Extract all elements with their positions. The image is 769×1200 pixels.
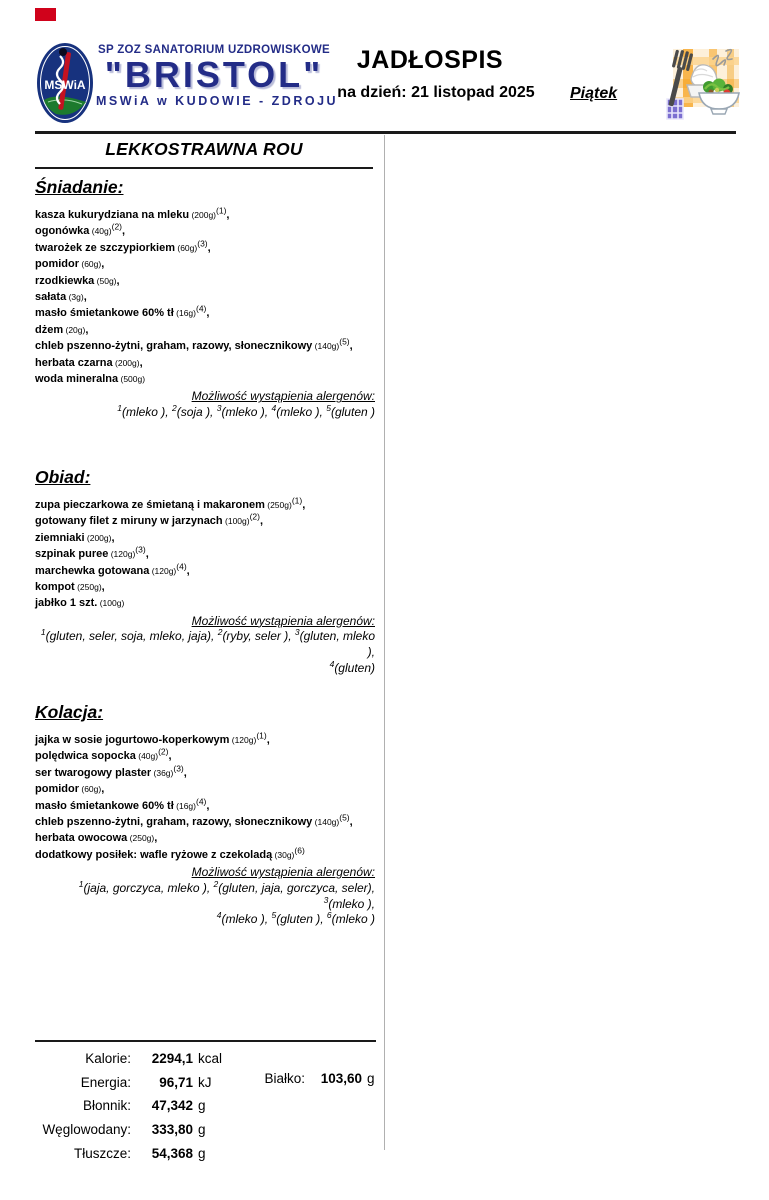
- menu-item-portion: (40g): [89, 226, 112, 237]
- menu-item-portion: (120g): [108, 549, 136, 560]
- allergen-ref-number: 4: [271, 402, 277, 413]
- nutrition-unit: g: [198, 1145, 206, 1161]
- menu-item-name: jabłko 1 szt.: [35, 597, 98, 610]
- menu-item: [35, 765, 375, 781]
- menu-item-separator: ,: [101, 258, 105, 271]
- allergen-text: (soja ),: [176, 404, 217, 419]
- allergen-line: [35, 878, 375, 913]
- allergen-ref-number: 3: [294, 627, 300, 638]
- meal-section-inner: [35, 467, 375, 677]
- menu-item-portion: (20g): [63, 324, 86, 335]
- menu-item: [35, 256, 375, 272]
- menu-item-separator: ,: [266, 734, 270, 746]
- menu-item-name: ziemniaki: [35, 531, 85, 544]
- menu-item-name: pomidor: [35, 783, 79, 796]
- allergen-text: (gluten, seler, soja, mleko, jaja),: [45, 629, 218, 644]
- allergen-text: (mleko ),: [328, 896, 375, 911]
- menu-item: [35, 240, 375, 256]
- menu-item-name: chleb pszenno-żytni, graham, razowy, słonecznikowy: [35, 816, 313, 829]
- nutrition-value: 2294,1: [151, 1051, 193, 1067]
- nutrition-label: Energia:: [80, 1074, 131, 1090]
- menu-item-allergen-ref: (5): [339, 812, 350, 823]
- menu-item-portion: (120g): [229, 735, 257, 745]
- menu-item: [35, 338, 375, 354]
- menu-item: [35, 814, 375, 830]
- nutrition-unit: g: [198, 1122, 206, 1138]
- menu-item-allergen-ref: (4): [196, 303, 207, 314]
- weekday-label: Piątek: [570, 85, 618, 102]
- allergen-text: (mleko ),: [276, 404, 327, 419]
- menu-item-separator: ,: [349, 816, 353, 829]
- nutrition-row: [35, 1047, 376, 1071]
- allergen-lines: [35, 402, 375, 421]
- menu-item-separator: ,: [349, 340, 353, 353]
- allergen-ref-number: 1: [117, 402, 122, 413]
- menu-item-separator: ,: [302, 499, 306, 511]
- menu-item-allergen-ref: (2): [249, 511, 260, 522]
- header-divider-rule: [35, 131, 736, 134]
- menu-item-portion: (120g): [149, 565, 177, 576]
- menu-item: [35, 305, 375, 321]
- allergen-text: (gluten, mleko ),: [299, 629, 375, 660]
- allergen-ref-number: 2: [213, 878, 219, 889]
- menu-item-separator: ,: [226, 209, 230, 221]
- meal-section-inner: [35, 702, 375, 928]
- food-bowl-icon: [653, 45, 747, 123]
- allergen-text: (mleko ),: [121, 404, 172, 419]
- menu-item: [35, 497, 375, 513]
- section-lunch: [35, 467, 375, 677]
- menu-item-portion: (250g): [127, 833, 155, 844]
- allergen-text: (jaja, gorczyca, mleko ),: [83, 880, 214, 895]
- menu-item-separator: ,: [139, 356, 143, 369]
- allergen-text: (mleko ),: [221, 912, 272, 927]
- menu-item-allergen-ref: (3): [197, 238, 208, 249]
- allergen-lines: [35, 629, 375, 676]
- meal-section-title: Śniadanie:: [35, 177, 124, 197]
- date-line: na dzień: 21 listopad 2025: [337, 84, 535, 101]
- organization-logo-text: [96, 44, 339, 108]
- menu-item-separator: ,: [111, 531, 115, 544]
- menu-item-portion: (16g): [173, 308, 196, 319]
- allergen-text: (gluten, jaja, gorczyca, seler),: [218, 880, 375, 895]
- menu-item-portion: (200g): [84, 532, 112, 543]
- menu-item-name: zupa pieczarkowa ze śmietaną i makaronem: [35, 499, 265, 511]
- menu-item-allergen-ref: (2): [111, 221, 122, 232]
- meal-section-title: Kolacja:: [35, 702, 104, 722]
- allergen-heading: Możliwość wystąpienia alergenów:: [191, 613, 375, 628]
- nutrition-rows: [35, 1042, 376, 1165]
- menu-item: [35, 322, 375, 338]
- menu-item-portion: (100g): [222, 516, 250, 527]
- menu-item-allergen-ref: (6): [294, 845, 305, 856]
- menu-item-separator: ,: [122, 225, 126, 238]
- menu-item-separator: ,: [85, 323, 89, 336]
- allergen-line: [35, 629, 375, 661]
- menu-item-allergen-ref: (4): [196, 795, 207, 806]
- emblem-text: MSWiA: [44, 78, 86, 92]
- meal-section-title: Obiad:: [35, 467, 91, 487]
- diet-title: LEKKOSTRAWNA ROU: [105, 139, 303, 159]
- menu-item: [35, 795, 375, 814]
- nutrition-value: 333,80: [151, 1122, 193, 1138]
- menu-item-name: masło śmietankowe 60% tł: [35, 307, 174, 320]
- menu-item-separator: ,: [101, 581, 105, 594]
- allergen-text: (mleko ),: [221, 404, 272, 419]
- menu-item: [35, 355, 375, 371]
- menu-item-name: polędwica sopocka: [35, 750, 136, 763]
- menu-item-separator: ,: [83, 291, 87, 304]
- protein-unit: g: [367, 1071, 375, 1086]
- menu-item-name: gotowany filet z miruny w jarzynach: [35, 515, 223, 528]
- org-name: "BRISTOL": [104, 54, 324, 95]
- allergen-line: [35, 402, 375, 421]
- allergen-ref-number: 3: [323, 894, 329, 905]
- menu-item-separator: ,: [206, 307, 210, 320]
- meal-section-inner: [35, 177, 375, 421]
- menu-item-name: sałata: [35, 291, 67, 304]
- nutrition-unit: g: [198, 1098, 206, 1114]
- menu-item-portion: (100g): [97, 598, 125, 609]
- menu-item-name: pomidor: [35, 258, 79, 271]
- menu-item-name: twarożek ze szczypiorkiem: [35, 241, 176, 254]
- nutrition-label: Tłuszcze:: [73, 1145, 131, 1161]
- menu-item: [35, 371, 375, 387]
- allergen-lines: [35, 878, 375, 928]
- diet-title-rule: [35, 167, 373, 169]
- menu-item-name: chleb pszenno-żytni, graham, razowy, słonecznikowy: [35, 340, 313, 353]
- menu-item-separator: ,: [207, 241, 211, 254]
- menu-item-name: masło śmietankowe 60% tł: [35, 799, 174, 812]
- nutrition-label: Węglowodany:: [42, 1122, 131, 1138]
- menu-item-portion: (3g): [66, 292, 84, 303]
- allergen-ref-number: 4: [329, 658, 335, 669]
- menu-item-name: dodatkowy posiłek: wafle ryżowe z czekoladą: [35, 848, 273, 861]
- column-divider: [384, 135, 385, 1150]
- allergen-text: (gluten ),: [276, 912, 327, 927]
- menu-item-name: ser twarogowy plaster: [35, 766, 152, 779]
- menu-item-separator: ,: [116, 274, 120, 287]
- menu-item-separator: ,: [183, 766, 187, 779]
- nutrition-label: Kalorie:: [85, 1051, 131, 1067]
- menu-item-portion: (30g): [272, 849, 295, 860]
- nutrition-label: Błonnik:: [82, 1098, 131, 1114]
- menu-item: [35, 207, 375, 223]
- nutrition-value: 96,71: [159, 1074, 193, 1090]
- menu-item-allergen-ref: (1): [291, 495, 303, 506]
- menu-item-separator: ,: [168, 750, 172, 763]
- allergen-ref-number: 6: [326, 910, 332, 921]
- menu-item-name: ogonówka: [35, 225, 90, 238]
- menu-item-portion: (200g): [112, 357, 140, 368]
- menu-item: [35, 560, 375, 579]
- menu-item: [35, 579, 375, 595]
- protein-label: Białko:: [264, 1071, 305, 1086]
- section-breakfast: [35, 177, 375, 421]
- menu-item-name: woda mineralna: [35, 373, 119, 386]
- section-dinner: [35, 702, 375, 928]
- menu-item-allergen-ref: (3): [135, 544, 146, 555]
- protein-value: 103,60: [320, 1071, 362, 1086]
- menu-item-name: kasza kukurydziana na mleku: [35, 209, 190, 221]
- menu-item-name: rzodkiewka: [35, 274, 95, 287]
- meal-item-list: [35, 732, 375, 863]
- menu-item: [35, 513, 375, 529]
- menu-item-portion: (500g): [118, 374, 146, 385]
- menu-item-portion: (60g): [79, 259, 102, 270]
- menu-item-separator: ,: [101, 783, 105, 796]
- meal-item-list: [35, 497, 375, 612]
- org-line2: MSWiA w KUDOWIE - ZDROJU: [96, 93, 339, 108]
- nutrition-unit: kcal: [198, 1051, 223, 1067]
- mswia-emblem-logo: [36, 42, 94, 124]
- menu-item-name: kompot: [35, 581, 75, 594]
- nutrition-row: [35, 1118, 376, 1142]
- allergen-text: (gluten ): [330, 404, 375, 419]
- allergen-text: (ryby, seler ),: [222, 629, 295, 644]
- menu-item-portion: (16g): [173, 800, 196, 811]
- allergen-ref-number: 1: [40, 627, 46, 638]
- allergen-line: [35, 658, 375, 677]
- menu-item: [35, 273, 375, 289]
- menu-item-allergen-ref: (1): [256, 730, 267, 741]
- menu-item: [35, 830, 375, 846]
- menu-item-separator: ,: [206, 799, 210, 812]
- menu-item-name: marchewka gotowana: [35, 564, 150, 577]
- menu-item: [35, 546, 375, 562]
- allergen-text: (mleko ): [331, 912, 375, 927]
- menu-item-allergen-ref: (3): [173, 763, 184, 774]
- menu-item-portion: (140g): [312, 341, 340, 352]
- menu-item-allergen-ref: (2): [158, 746, 169, 757]
- meal-item-list: [35, 207, 375, 387]
- menu-item-portion: (140g): [312, 817, 340, 828]
- nutrition-row: [35, 1094, 376, 1118]
- menu-item-name: herbata czarna: [35, 356, 113, 369]
- menu-item-portion: (250g): [264, 500, 292, 510]
- allergen-ref-number: 4: [216, 910, 222, 921]
- menu-item-allergen-ref: (5): [339, 336, 350, 347]
- allergen-ref-number: 1: [78, 878, 84, 889]
- nutrition-row: [35, 1141, 376, 1165]
- menu-item-separator: ,: [145, 548, 149, 561]
- nutrition-value: 47,342: [151, 1098, 193, 1114]
- menu-item-portion: (36g): [151, 767, 174, 778]
- menu-item-allergen-ref: (1): [216, 205, 227, 216]
- allergen-ref-number: 2: [171, 402, 177, 413]
- allergen-heading: Możliwość wystąpienia alergenów:: [191, 865, 375, 880]
- menu-item-separator: ,: [186, 564, 190, 577]
- menu-item-separator: ,: [259, 515, 264, 528]
- allergen-ref-number: 2: [217, 627, 223, 638]
- allergen-line: [35, 912, 375, 928]
- nutrition-summary: [35, 1040, 376, 1165]
- menu-item-portion: (200g): [189, 210, 217, 220]
- menu-item-name: herbata owocowa: [35, 832, 128, 845]
- menu-item: [35, 595, 375, 611]
- menu-item-separator: ,: [154, 832, 158, 845]
- menu-item: [35, 847, 375, 863]
- menu-item: [35, 530, 375, 546]
- org-line1: SP ZOZ SANATORIUM UZDROWISKOWE: [98, 44, 330, 56]
- protein-row: [227, 1071, 375, 1086]
- menu-item-portion: (60g): [79, 784, 102, 795]
- menu-item-portion: (40g): [135, 751, 159, 762]
- allergen-ref-number: 5: [326, 402, 331, 413]
- allergen-ref-number: 5: [271, 910, 277, 921]
- page-title: JADŁOSPIS: [356, 46, 504, 74]
- menu-item-name: jajka w sosie jogurtowo-koperkowym: [35, 734, 230, 746]
- menu-item-portion: (50g): [94, 275, 117, 286]
- nutrition-value: 54,368: [151, 1145, 193, 1161]
- nutrition-unit: kJ: [198, 1074, 212, 1090]
- menu-item-name: szpinak puree: [35, 548, 109, 561]
- menu-item-name: dżem: [35, 323, 64, 336]
- menu-item: [35, 748, 375, 764]
- allergen-text: (gluten): [334, 660, 375, 675]
- menu-item-allergen-ref: (4): [176, 560, 187, 571]
- red-marker: [35, 8, 56, 21]
- allergen-heading: Możliwość wystąpienia alergenów:: [191, 389, 375, 404]
- menu-item-portion: (250g): [74, 582, 102, 593]
- allergen-ref-number: 3: [216, 402, 222, 413]
- menu-item: [35, 732, 375, 748]
- menu-item-portion: (60g): [175, 242, 198, 253]
